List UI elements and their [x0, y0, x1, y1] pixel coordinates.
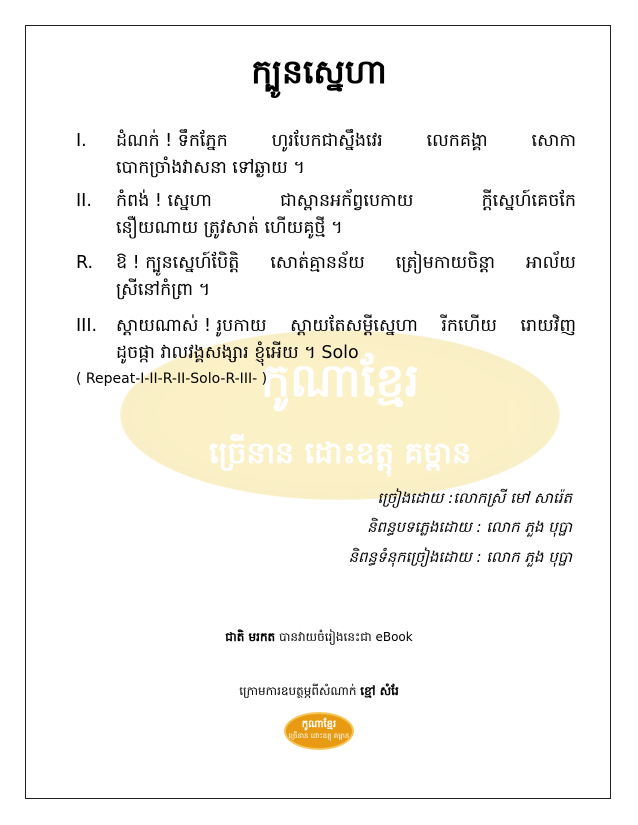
- verse-3: [76, 313, 576, 367]
- verse-text: កំពង់ ! ស្នេហា: [116, 191, 212, 211]
- verse-text: ត្រៀមកាយចិន្តា: [395, 253, 495, 273]
- verse-text: អាល័យ: [525, 253, 576, 273]
- footer-typist: [0, 629, 638, 647]
- footer-sponsor: [0, 683, 638, 701]
- verse-line-2: បោកច្រាំងវាសនា ទៅឆ្ងាយ ។: [116, 158, 305, 178]
- credit-lyrics: និពន្ធទំនុកច្រៀងដោយ : លោក ភួង បុប្ផា: [348, 548, 572, 566]
- verse-line-1: [116, 250, 576, 277]
- verse-text: ហូរបែកជាស្នឹងវេរ: [271, 131, 383, 151]
- logo-top-text: កូណាខ្មែរ: [301, 719, 337, 730]
- song-title: ក្បូនស្នេហា: [251, 52, 387, 91]
- verse-text: ក្តីស្នេហ៍គេចកែ: [481, 191, 576, 211]
- verse-refrain: [76, 250, 576, 304]
- logo-bottom-text: ច្រើនាន ដោះឧត្តុ គម្ពាន: [288, 732, 350, 740]
- verse-line-2: នឿយណាយ ត្រូវសាត់ ហើយគូថ្មី ។: [116, 218, 343, 238]
- verse-text: រីកហើយ: [441, 316, 497, 336]
- site-logo: [284, 712, 354, 750]
- sponsor-note: ក្រោមការឧបត្ថម្ភពីសំណាក់: [239, 684, 361, 698]
- verse-label: I.: [76, 131, 87, 151]
- verse-line-1: [116, 128, 576, 155]
- watermark-top-text: កូណាខ្មែរ: [260, 353, 420, 407]
- verse-label: III.: [76, 316, 98, 336]
- watermark-bottom-text: ច្រើនាន ដោះឧត្តុ គម្ពាន: [208, 436, 471, 471]
- typist-name: ជាតិ មរកត: [225, 630, 276, 644]
- repeat-instruction: ( Repeat-I-II-R-II-Solo-R-III- ): [76, 371, 268, 387]
- verse-text: ស្តាយណាស់ ! រូបកាយ: [116, 316, 267, 336]
- verse-line-1: [116, 188, 576, 215]
- credit-music: និពន្ធបទភ្លេងដោយ : លោក ភួង បុប្ផា: [366, 518, 572, 536]
- verse-line-1: [116, 313, 576, 340]
- verse-text: រោយវិញ: [520, 316, 576, 336]
- typist-note: បានវាយចំរៀងនេះជា eBook: [275, 630, 413, 644]
- verse-text: សោកា: [531, 131, 576, 151]
- verse-text: ជាស្ពានអក័ព្វបេកាយ: [280, 191, 414, 211]
- verse-label: II.: [76, 191, 92, 211]
- verse-text: លេកគង្គា: [426, 131, 488, 151]
- verse-line-2: ស្រីនៅកំព្រា ។: [116, 280, 211, 300]
- verse-text: ស្តាយតែសម្តីស្នេហា: [290, 316, 418, 336]
- verse-text: ដំណក់ ! ទឹកភ្នែក: [116, 131, 228, 151]
- sponsor-name: ខ្មៅ សំរែ: [360, 684, 399, 698]
- verse-label: R.: [76, 253, 94, 273]
- verse-2: [76, 188, 576, 242]
- verse-line-2: ដូចផ្កា វាលវង្គសង្សារ ខ្ញុំអើយ ។ Solo: [116, 343, 359, 363]
- verse-text: ឱ ! ក្បូនស្នេហ៍បែិត្តិ: [116, 253, 240, 273]
- verse-1: [76, 128, 576, 182]
- verse-text: សោត់គ្មានន័យ: [270, 253, 365, 273]
- credit-singer: ច្រៀងដោយ :លោកស្រី មៅ សារ៉េត: [377, 489, 572, 507]
